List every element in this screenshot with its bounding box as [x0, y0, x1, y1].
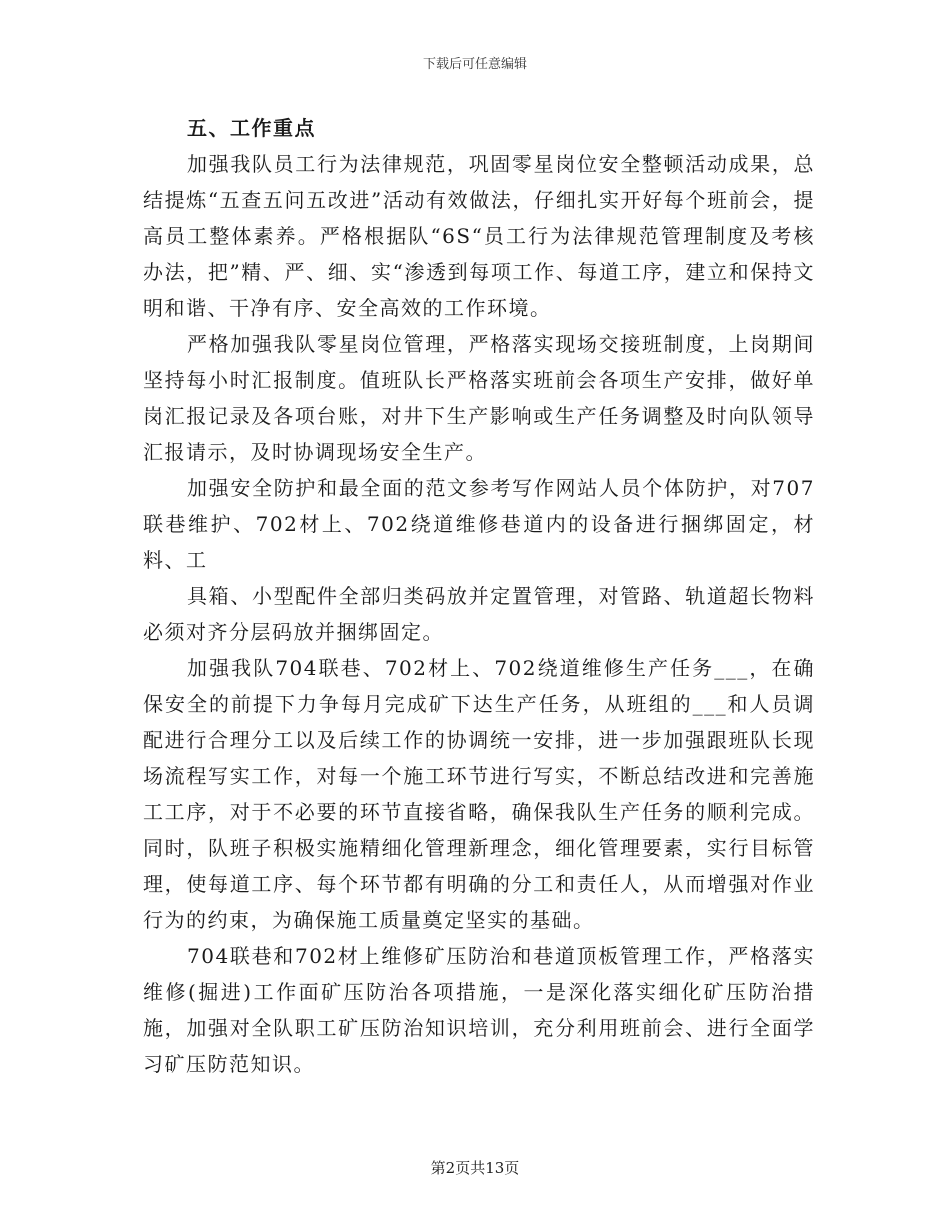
- document-body: [143, 110, 815, 1082]
- paragraph-pressure-control: 704联巷和702材上维修矿压防治和巷道顶板管理工作，严格落实维修(掘进)工作面矿压防治各项措施，一是深化落实细化矿压防治措施，加强对全队职工矿压防治知识培训，充分利用班前会、进行全面学习矿压防范知识。: [143, 944, 815, 1076]
- paragraph-production-tasks: 加强我队704联巷、702材上、702绕道维修生产任务___，在确保安全的前提下力争每月完成矿下达生产任务，从班组的___和人员调配进行合理分工以及后续工作的协调统一安排，进一步加强跟班队长现场流程写实工作，对每一个施工环节进行写实，不断总结改进和完善施工工序，对于不必要的环节直接省略，确保我队生产任务的顺利完成。同时，队班子积极实施精细化管理新理念，细化管理要素，实行目标管理，使每道工序、每个环节都有明确的分工和责任人，从而增强对作业行为的约束，为确保施工质量奠定坚实的基础。: [143, 656, 815, 932]
- paragraph-post-management: 严格加强我队零星岗位管理，严格落实现场交接班制度，上岗期间坚持每小时汇报制度。值班队长严格落实班前会各项生产安排，做好单岗汇报记录及各项台账，对井下生产影响或生产任务调整及时向队领导汇报请示，及时协调现场安全生产。: [143, 332, 815, 464]
- page-number: 第2页共13页: [430, 1159, 520, 1177]
- paragraph-safety-protection: 加强安全防护和最全面的范文参考写作网站人员个体防护，对707联巷维护、702材上、702绕道维修巷道内的设备进行捆绑固定，材料、工: [143, 476, 815, 572]
- page-header-note: 下载后可任意编辑: [422, 57, 527, 72]
- section-heading: 五、工作重点: [187, 116, 316, 140]
- paragraph-behavior-norms: 加强我队员工行为法律规范，巩固零星岗位安全整顿活动成果，总结提炼“五查五问五改进”活动有效做法，仔细扎实开好每个班前会，提高员工整体素养。严格根据队“6S“员工行为法律规范管理制度及考核办法，把”精、严、细、实“渗透到每项工作、每道工序，建立和保持文明和谐、干净有序、安全高效的工作环境。: [143, 152, 815, 320]
- paragraph-tool-storage: 具箱、小型配件全部归类码放并定置管理，对管路、轨道超长物料必须对齐分层码放并捆绑固定。: [143, 584, 815, 644]
